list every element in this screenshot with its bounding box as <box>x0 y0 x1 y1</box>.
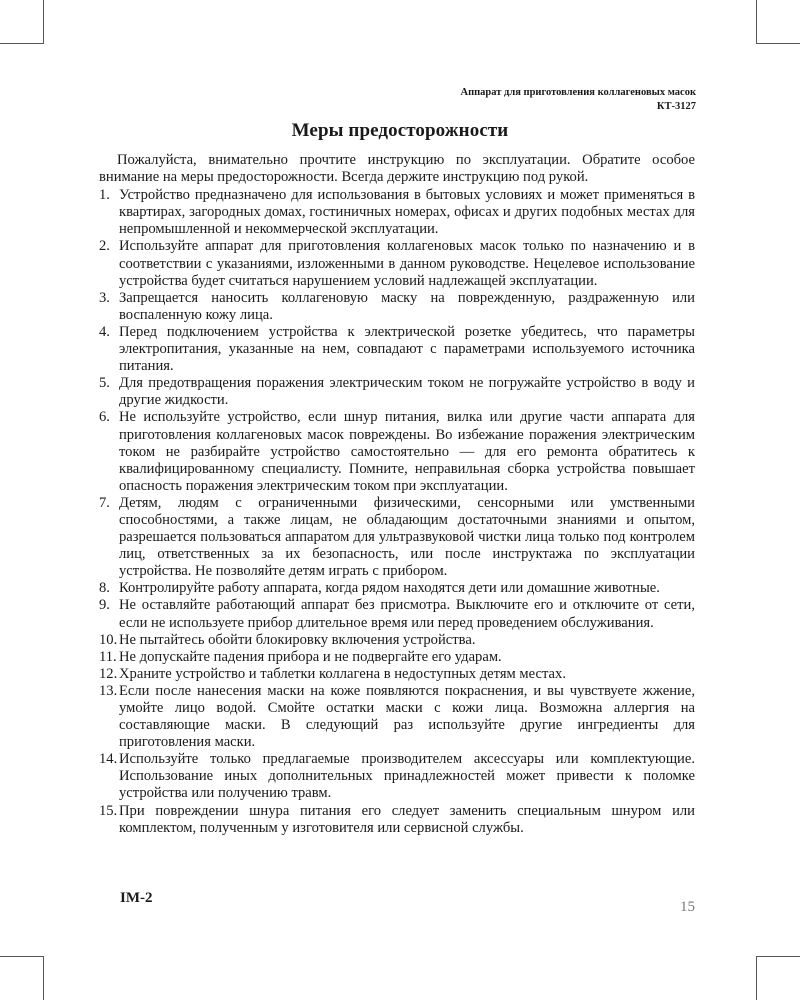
list-item <box>99 375 695 409</box>
item-number: 4. <box>99 323 110 340</box>
item-text: Не используйте устройство, если шнур питания, вилка или другие части аппарата для приготовления коллагеновых масок повреждены. Во избежание поражения электрическим током не разбирайте устройство самостоятельно — для его ремонта обратитесь к квалифицированному специалисту. Помните, неправильная сборка устройства повышает опасность поражения электрическим током при эксплуатации. <box>119 409 695 494</box>
document-body <box>99 152 695 837</box>
item-text: Контролируйте работу аппарата, когда рядом находятся дети или домашние животные. <box>119 580 660 597</box>
item-text: Если после нанесения маски на коже появляются покраснения, и вы чувствуете жжение, умойте лицо водой. Смойте остатки маски с кожи лица. Возможна аллергия на составляющие маски. В следующий раз используйте другие ингредиенты для приготовления маски. <box>119 682 695 751</box>
item-text: Перед подключением устройства к электрической розетке убедитесь, что параметры электропитания, указанные на нем, совпадают с параметрами используемого источника питания. <box>119 323 695 375</box>
list-item <box>99 683 695 751</box>
item-text: При повреждении шнура питания его следует заменить специальным шнуром или комплектом, полученным у изготовителя или сервисной службы. <box>119 802 695 836</box>
item-text: Используйте аппарат для приготовления коллагеновых масок только по назначению и в соответствии с указаниями, изложенными в данном руководстве. Нецелевое использование устройства будет считаться нарушением условий надлежащей эксплуатации. <box>119 238 695 289</box>
crop-mark <box>0 956 44 957</box>
list-item <box>99 580 695 597</box>
list-item <box>99 238 695 289</box>
intro-paragraph: Пожалуйста, внимательно прочтите инструкцию по эксплуатации. Обратите особое внимание на меры предосторожности. Всегда держите инструкцию под рукой. <box>99 152 695 186</box>
item-text: Для предотвращения поражения электрическим током не погружайте устройство в воду и другие жидкости. <box>119 375 695 409</box>
item-text: Храните устройство и таблетки коллагена в недоступных детям местах. <box>119 665 566 682</box>
item-number: 7. <box>99 494 110 511</box>
item-number: 6. <box>99 409 110 426</box>
crop-mark <box>756 956 800 957</box>
crop-mark <box>43 956 44 1000</box>
item-number: 9. <box>99 597 110 614</box>
item-number: 10. <box>99 631 118 648</box>
item-number: 15. <box>99 802 118 819</box>
precautions-list <box>99 187 695 837</box>
list-item <box>99 187 695 238</box>
item-text: Устройство предназначено для использования в бытовых условиях и может применяться в квартирах, загородных домах, гостиничных номерах, офисах и других подобных местах для непромышленной и некоммерческой эксплуатации. <box>119 187 695 238</box>
list-item <box>99 409 695 494</box>
item-text: Используйте только предлагаемые производителем аксессуары или комплектующие. Использование иных дополнительных принадлежностей может привести к поломке устройства или получению травм. <box>119 751 695 802</box>
header-model-number: КТ-3127 <box>656 101 696 112</box>
item-number: 11. <box>99 648 117 665</box>
running-header <box>460 86 696 114</box>
item-number: 2. <box>99 238 110 255</box>
item-text: Не пытайтесь обойти блокировку включения устройства. <box>119 631 476 648</box>
item-number: 1. <box>99 187 110 204</box>
list-item <box>99 751 695 802</box>
item-number: 3. <box>99 289 110 306</box>
item-text: Детям, людям с ограниченными физическими, сенсорными или умственными способностями, а также лицам, не обладающим достаточными знаниями и опытом, разрешается пользоваться аппаратом для ультразвуковой чистки лица только под контролем лиц, ответственных за их безопасность, или после инструктажа по эксплуатации устройства. Не позволяйте детям играть с прибором. <box>119 494 695 580</box>
item-text: Запрещается наносить коллагеновую маску на поврежденную, раздраженную или воспаленную кожу лица. <box>119 289 695 323</box>
crop-mark <box>43 0 44 44</box>
item-number: 13. <box>99 682 118 699</box>
item-number: 14. <box>99 751 118 768</box>
list-item <box>99 632 695 649</box>
list-item <box>99 597 695 631</box>
list-item <box>99 666 695 683</box>
crop-mark <box>756 0 757 44</box>
page-title: Меры предосторожности <box>291 120 509 141</box>
list-item <box>99 290 695 324</box>
item-number: 12. <box>99 665 118 682</box>
crop-mark <box>0 43 44 44</box>
item-number: 8. <box>99 580 110 597</box>
list-item <box>99 649 695 666</box>
item-number: 5. <box>99 375 110 392</box>
page-number: 15 <box>680 899 695 915</box>
list-item <box>99 803 695 837</box>
list-item <box>99 495 695 580</box>
header-product-name: Аппарат для приготовления коллагеновых масок <box>460 87 696 98</box>
item-text: Не допускайте падения прибора и не подвергайте его ударам. <box>119 648 502 665</box>
list-item <box>99 324 695 375</box>
document-code: IM-2 <box>120 890 153 906</box>
item-text: Не оставляйте работающий аппарат без присмотра. Выключите его и отключите от сети, если не используете прибор длительное время или перед проведением обслуживания. <box>119 597 695 631</box>
crop-mark <box>756 43 800 44</box>
crop-mark <box>756 956 757 1000</box>
